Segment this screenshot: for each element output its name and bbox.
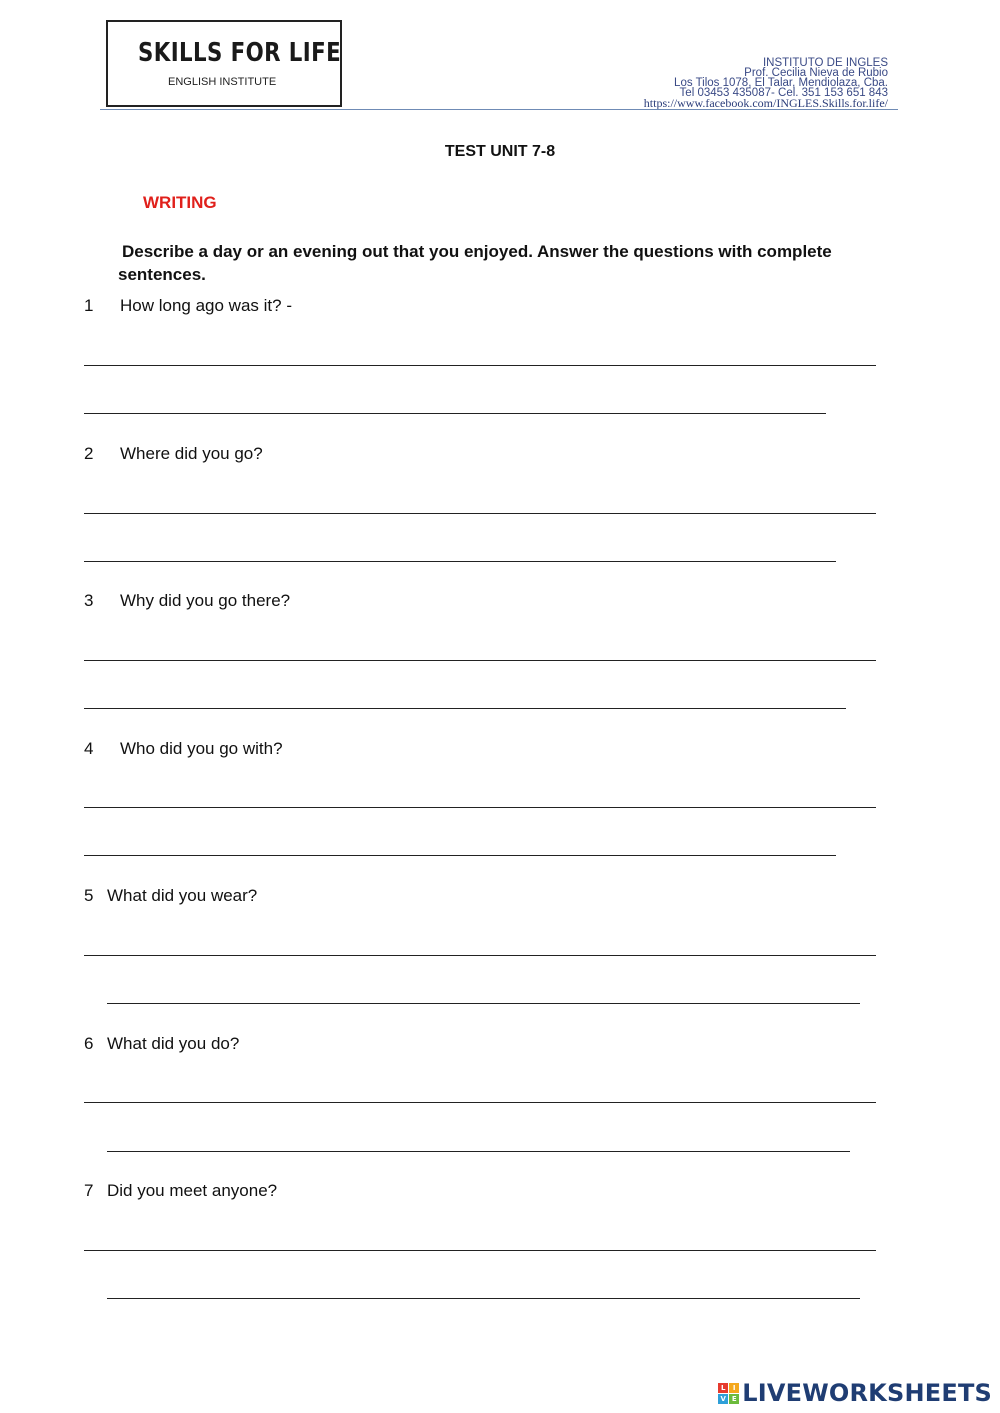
question-number: 2: [84, 444, 94, 463]
institute-address: Los Tilos 1078, El Talar, Mendiolaza, Cba.: [674, 77, 888, 89]
page-title: TEST UNIT 7-8: [444, 143, 556, 160]
answer-line[interactable]: [84, 660, 876, 661]
question-text: What did you do?: [107, 1034, 240, 1053]
institute-url[interactable]: https://www.facebook.com/INGLES.Skills.for.life/: [643, 96, 888, 110]
question-text: Who did you go with?: [120, 739, 283, 758]
question-text: What did you wear?: [107, 886, 258, 905]
section-heading: WRITING: [143, 193, 217, 212]
question-text: Did you meet anyone?: [107, 1181, 278, 1200]
instructions: Describe a day or an evening out that you enjoyed. Answer the questions with complete sentences.: [118, 242, 832, 284]
institute-phone: Tel 03453 435087- Cel. 351 153 651 843: [679, 87, 888, 99]
question-number: 7: [84, 1181, 94, 1200]
liveworksheets-logo[interactable]: [718, 1379, 992, 1407]
logo-subtitle: ENGLISH INSTITUTE: [168, 76, 277, 88]
answer-line[interactable]: [84, 1102, 876, 1103]
liveworksheets-wordmark: LIVEWORKSHEETS: [742, 1379, 992, 1407]
answer-line[interactable]: [107, 1298, 860, 1299]
answer-line[interactable]: [84, 955, 876, 956]
answer-line[interactable]: [84, 365, 876, 366]
logo-title: SKILLS FOR LIFE: [138, 38, 342, 68]
question-text: Why did you go there?: [120, 591, 291, 610]
answer-line[interactable]: [84, 561, 836, 562]
logo: [106, 20, 342, 107]
question-number: 3: [84, 591, 94, 610]
answer-line[interactable]: [107, 1151, 850, 1152]
answer-line[interactable]: [84, 708, 846, 709]
question-number: 5: [84, 886, 94, 905]
institute-contact: [644, 58, 888, 108]
institute-teacher: Prof. Cecilia Nieva de Rubio: [744, 67, 888, 79]
institute-name: INSTITUTO DE INGLES: [762, 57, 888, 69]
answer-line[interactable]: [84, 807, 876, 808]
question-text: How long ago was it? -: [120, 296, 292, 315]
answer-line[interactable]: [107, 1003, 860, 1004]
question-number: 4: [84, 739, 94, 758]
liveworksheets-squares-icon: L I V E: [718, 1383, 739, 1404]
answer-line[interactable]: [84, 1250, 876, 1251]
answer-line[interactable]: [84, 513, 876, 514]
answer-line[interactable]: [84, 855, 836, 856]
header-divider: [100, 109, 898, 110]
answer-line[interactable]: [84, 413, 826, 414]
question-text: Where did you go?: [120, 444, 263, 463]
question-number: 1: [84, 296, 94, 315]
question-number: 6: [84, 1034, 94, 1053]
